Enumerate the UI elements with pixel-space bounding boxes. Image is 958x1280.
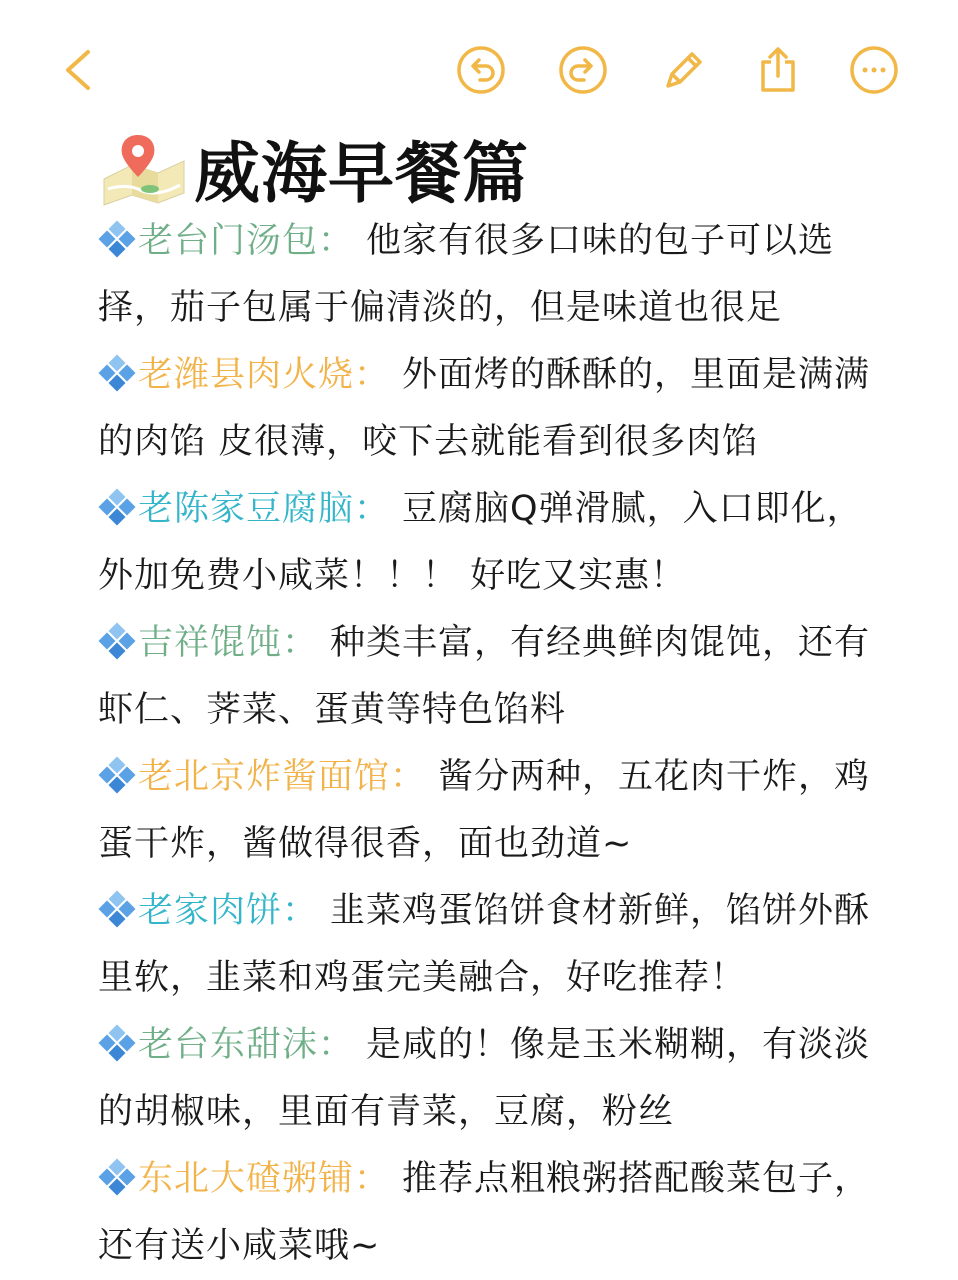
entry-description: 外面烤的酥酥的，里面是满满的肉馅 皮很薄，咬下去就能看到很多肉馅: [98, 355, 871, 462]
entry-description: 种类丰富，有经典鲜肉馄饨，还有虾仁、荠菜、蛋黄等特色馅料: [98, 623, 871, 730]
entry-description: 豆腐脑Q弹滑腻，入口即化，外加免费小咸菜！！！ 好吃又实惠！: [98, 489, 863, 596]
diamond-bullet-icon: [98, 756, 136, 794]
pencil-icon: [658, 44, 710, 96]
entry-description: 他家有很多口味的包子可以选择，茄子包属于偏清淡的，但是味道也很足: [98, 221, 835, 328]
entry-description: 是咸的！像是玉米糊糊，有淡淡的胡椒味，里面有青菜，豆腐，粉丝: [98, 1025, 871, 1132]
entry-colon: ：: [282, 891, 319, 931]
entry-item: [98, 1146, 878, 1280]
redo-icon: [557, 44, 609, 96]
diamond-bullet-icon: [98, 622, 136, 660]
more-icon: [848, 44, 900, 96]
edit-button[interactable]: [656, 40, 712, 100]
entry-colon: ：: [318, 221, 355, 261]
share-icon: [752, 44, 804, 96]
diamond-bullet-icon: [98, 1158, 136, 1196]
entry-item: [98, 476, 878, 610]
entry-colon: ：: [282, 623, 319, 663]
toolbar: [0, 0, 958, 130]
undo-button[interactable]: [453, 40, 509, 100]
entry-colon: ：: [390, 757, 427, 797]
more-button[interactable]: [846, 40, 902, 100]
page-title: 威海早餐篇: [194, 134, 529, 212]
entry-name: 老潍县肉火烧: [138, 355, 355, 395]
undo-icon: [455, 44, 507, 96]
map-pin-icon: [98, 127, 190, 207]
entry-item: [98, 610, 878, 744]
entry-description: 推荐点粗粮粥搭配酸菜包子，还有送小咸菜哦~: [98, 1159, 871, 1266]
entry-colon: ：: [354, 1159, 391, 1199]
entry-item: [98, 1012, 878, 1146]
back-button[interactable]: [52, 40, 108, 100]
share-button[interactable]: [750, 40, 806, 100]
entry-item: [98, 208, 878, 342]
diamond-bullet-icon: [98, 1024, 136, 1062]
entry-name: 东北大碴粥铺: [138, 1159, 355, 1199]
entry-colon: ：: [354, 489, 391, 529]
title-row: [98, 122, 529, 212]
diamond-bullet-icon: [98, 220, 136, 258]
note-body: [98, 208, 878, 1280]
entry-name: 老北京炸酱面馆: [138, 757, 391, 797]
entry-name: 老台门汤包: [138, 221, 319, 261]
entry-name: 老陈家豆腐脑: [138, 489, 355, 529]
entry-name: 吉祥馄饨: [138, 623, 283, 663]
entry-item: [98, 878, 878, 1012]
entry-name: 老家肉饼: [138, 891, 283, 931]
diamond-bullet-icon: [98, 488, 136, 526]
entry-description: 酱分两种，五花肉干炸，鸡蛋干炸，酱做得很香，面也劲道~: [98, 757, 871, 864]
chevron-left-icon: [54, 44, 106, 96]
entry-item: [98, 744, 878, 878]
entry-item: [98, 342, 878, 476]
entry-description: 韭菜鸡蛋馅饼食材新鲜，馅饼外酥里软，韭菜和鸡蛋完美融合，好吃推荐！: [98, 891, 871, 998]
entry-name: 老台东甜沫: [138, 1025, 319, 1065]
diamond-bullet-icon: [98, 354, 136, 392]
diamond-bullet-icon: [98, 890, 136, 928]
entry-colon: ：: [318, 1025, 355, 1065]
redo-button[interactable]: [555, 40, 611, 100]
entry-colon: ：: [354, 355, 391, 395]
